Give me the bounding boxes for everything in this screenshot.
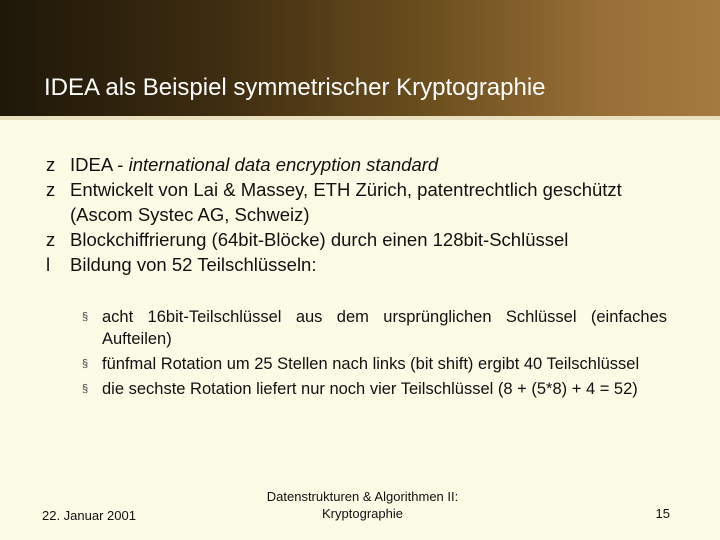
bullet-text: Bildung von 52 Teilschlüsseln: [70, 254, 317, 275]
footer-course-line1: Datenstrukturen & Algorithmen II: [266, 489, 459, 504]
bullet-lead-text: IDEA - [70, 154, 129, 175]
footer-course-line2: Kryptographie [322, 506, 403, 521]
slide-title: IDEA als Beispiel symmetrischer Kryptographie [44, 74, 546, 101]
sub-bullet-text: fünfmal Rotation um 25 Stellen nach links (bit shift) ergibt 40 Teilschlüssel [102, 355, 640, 373]
sub-bullet-list [82, 306, 667, 403]
sub-bullet-item [82, 378, 667, 400]
square-bullet-icon: § [82, 383, 89, 395]
sub-bullet-text: acht 16bit-Teilschlüssel aus dem ursprünglichen Schlüssel (einfaches Aufteilen) [102, 308, 667, 348]
bullet-emphasis-text: international data encryption standard [128, 154, 439, 175]
bullet-text: Entwickelt von Lai & Massey, ETH Zürich, patentrechtlich geschützt (Ascom Systec AG, Schweiz) [70, 179, 622, 225]
sub-bullet-text: die sechste Rotation liefert nur noch vier Teilschlüssel (8 + (5*8) + 4 = 52) [102, 380, 638, 398]
sub-bullet-item [82, 306, 667, 350]
title-bar [0, 0, 720, 118]
sub-bullet-item [82, 353, 667, 375]
bullet-item [46, 177, 686, 227]
bullet-list [46, 152, 686, 277]
bullet-marker-icon: l [46, 254, 51, 275]
bullet-marker-icon: z [46, 154, 56, 175]
bullet-text: Blockchiffrierung (64bit-Blöcke) durch einen 128bit-Schlüssel [70, 229, 569, 250]
bullet-item [46, 152, 686, 177]
footer-page-number: 15 [655, 506, 670, 521]
bullet-marker-icon: z [46, 229, 56, 250]
square-bullet-icon: § [82, 358, 89, 370]
footer-course [250, 488, 475, 522]
title-divider [0, 116, 720, 120]
bullet-marker-icon: z [46, 179, 56, 200]
bullet-item [46, 227, 686, 252]
square-bullet-icon: § [82, 311, 89, 323]
bullet-item [46, 252, 686, 277]
footer-date: 22. Januar 2001 [42, 508, 136, 523]
